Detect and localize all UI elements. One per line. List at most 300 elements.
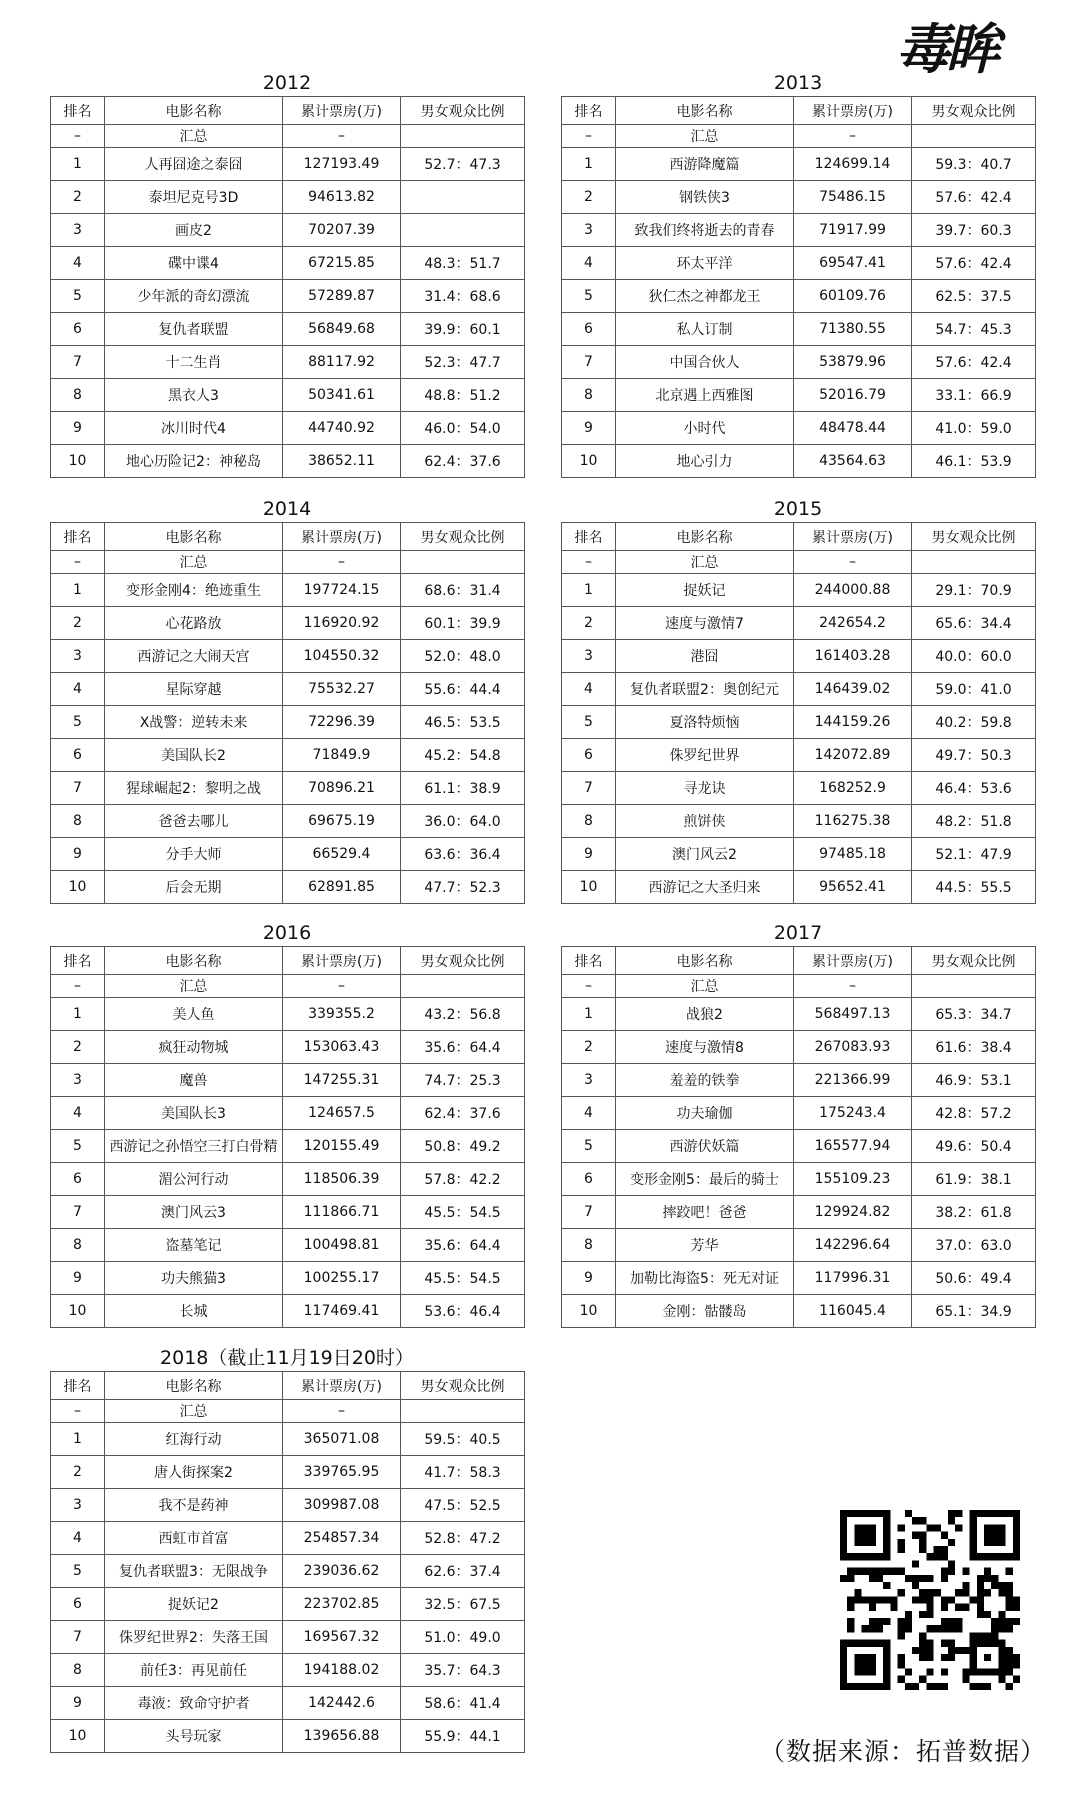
movie-name-cell: 速度与激情8: [616, 1031, 794, 1064]
gender-ratio-cell: 62.6：37.4: [401, 1555, 525, 1588]
table-row: [51, 574, 525, 607]
gender-ratio-cell: 65.3：34.7: [912, 998, 1036, 1031]
gender-ratio-cell: 40.2：59.8: [912, 706, 1036, 739]
gender-ratio-cell: 68.6：31.4: [401, 574, 525, 607]
gender-ratio-cell: 53.6：46.4: [401, 1295, 525, 1328]
rank-cell: 1: [562, 574, 616, 607]
summary-row: [51, 551, 525, 574]
gender-ratio-cell: 35.6：64.4: [401, 1229, 525, 1262]
movie-name-cell: 夏洛特烦恼: [616, 706, 794, 739]
rank-cell: 6: [562, 313, 616, 346]
summary-ratio: [401, 975, 525, 998]
data-source-note: （数据来源：拓普数据）: [760, 1737, 1047, 1766]
table-row: [562, 673, 1036, 706]
year-panel: [50, 72, 524, 478]
year-title: 2016: [262, 922, 312, 944]
movie-name-cell: 头号玩家: [105, 1720, 283, 1753]
rank-cell: 6: [51, 313, 105, 346]
rank-cell: 4: [51, 247, 105, 280]
rank-cell: 1: [562, 998, 616, 1031]
box-office-cell: 70207.39: [283, 214, 401, 247]
rank-cell: 9: [51, 838, 105, 871]
box-office-cell: 118506.39: [283, 1163, 401, 1196]
table-row: [562, 805, 1036, 838]
gender-ratio-cell: 74.7：25.3: [401, 1064, 525, 1097]
table-row: [51, 280, 525, 313]
rank-cell: 5: [51, 706, 105, 739]
box-office-cell: 117469.41: [283, 1295, 401, 1328]
box-office-cell: 88117.92: [283, 346, 401, 379]
movie-name-cell: 少年派的奇幻漂流: [105, 280, 283, 313]
gender-ratio-cell: 50.6：49.4: [912, 1262, 1036, 1295]
rank-cell: 9: [51, 1262, 105, 1295]
box-office-cell: 165577.94: [794, 1130, 912, 1163]
year-title: 2012: [262, 72, 312, 94]
header-name: 电影名称: [105, 947, 283, 975]
summary-row: [562, 975, 1036, 998]
summary-row: [562, 551, 1036, 574]
header-rank: 排名: [51, 97, 105, 125]
rank-cell: 5: [562, 1130, 616, 1163]
movie-name-cell: 盗墓笔记: [105, 1229, 283, 1262]
table-row: [51, 1654, 525, 1687]
table-row: [51, 379, 525, 412]
rank-cell: 2: [562, 181, 616, 214]
movie-name-cell: 钢铁侠3: [616, 181, 794, 214]
movie-name-cell: 复仇者联盟2：奥创纪元: [616, 673, 794, 706]
table-row: [562, 772, 1036, 805]
gender-ratio-cell: 48.8：51.2: [401, 379, 525, 412]
table-row: [562, 1031, 1036, 1064]
movie-name-cell: 西游记之孙悟空三打白骨精: [105, 1130, 283, 1163]
gender-ratio-cell: 55.6：44.4: [401, 673, 525, 706]
rank-cell: 1: [562, 148, 616, 181]
table-row: [562, 1064, 1036, 1097]
rank-cell: 4: [51, 1097, 105, 1130]
movie-name-cell: X战警：逆转未来: [105, 706, 283, 739]
gender-ratio-cell: 52.8：47.2: [401, 1522, 525, 1555]
rank-cell: 7: [562, 346, 616, 379]
gender-ratio-cell: 46.4：53.6: [912, 772, 1036, 805]
summary-rank: –: [562, 975, 616, 998]
table-row: [51, 640, 525, 673]
gender-ratio-cell: 51.0：49.0: [401, 1621, 525, 1654]
header-box: 累计票房(万): [283, 97, 401, 125]
table-row: [51, 1196, 525, 1229]
gender-ratio-cell: 61.9：38.1: [912, 1163, 1036, 1196]
movie-name-cell: 澳门风云2: [616, 838, 794, 871]
table-row: [51, 148, 525, 181]
box-office-cell: 146439.02: [794, 673, 912, 706]
table-row: [51, 607, 525, 640]
gender-ratio-cell: 41.0：59.0: [912, 412, 1036, 445]
gender-ratio-cell: [401, 181, 525, 214]
rank-cell: 2: [51, 181, 105, 214]
summary-name: 汇总: [105, 125, 283, 148]
box-office-cell: 142442.6: [283, 1687, 401, 1720]
table-row: [51, 445, 525, 478]
movie-name-cell: 美国队长2: [105, 739, 283, 772]
rank-cell: 2: [562, 607, 616, 640]
gender-ratio-cell: 44.5：55.5: [912, 871, 1036, 904]
gender-ratio-cell: 57.6：42.4: [912, 346, 1036, 379]
table-row: [51, 805, 525, 838]
box-office-cell: 127193.49: [283, 148, 401, 181]
header-rank: 排名: [51, 1372, 105, 1400]
movie-name-cell: 我不是药神: [105, 1489, 283, 1522]
table-row: [562, 346, 1036, 379]
movie-name-cell: 地心引力: [616, 445, 794, 478]
table-row: [51, 1295, 525, 1328]
gender-ratio-cell: 31.4：68.6: [401, 280, 525, 313]
summary-ratio: [912, 125, 1036, 148]
box-office-cell: 71380.55: [794, 313, 912, 346]
box-office-cell: 365071.08: [283, 1423, 401, 1456]
rank-cell: 3: [51, 1064, 105, 1097]
box-office-cell: 169567.32: [283, 1621, 401, 1654]
rank-cell: 5: [51, 1555, 105, 1588]
rank-cell: 7: [51, 1621, 105, 1654]
gender-ratio-cell: 36.0：64.0: [401, 805, 525, 838]
header-box: 累计票房(万): [283, 1372, 401, 1400]
table-row: [51, 871, 525, 904]
movie-name-cell: 致我们终将逝去的青春: [616, 214, 794, 247]
header-ratio: 男女观众比例: [912, 97, 1036, 125]
movie-name-cell: 芳华: [616, 1229, 794, 1262]
table-row: [51, 998, 525, 1031]
header-name: 电影名称: [616, 523, 794, 551]
summary-row: [562, 125, 1036, 148]
rank-cell: 2: [51, 1031, 105, 1064]
movie-name-cell: 西游伏妖篇: [616, 1130, 794, 1163]
table-row: [562, 706, 1036, 739]
gender-ratio-cell: 62.4：37.6: [401, 1097, 525, 1130]
box-office-cell: 242654.2: [794, 607, 912, 640]
movie-name-cell: 星际穿越: [105, 673, 283, 706]
box-office-cell: 144159.26: [794, 706, 912, 739]
rank-cell: 3: [51, 640, 105, 673]
rank-cell: 9: [562, 838, 616, 871]
box-office-cell: 116920.92: [283, 607, 401, 640]
rank-cell: 3: [562, 214, 616, 247]
header-name: 电影名称: [616, 97, 794, 125]
gender-ratio-cell: 45.2：54.8: [401, 739, 525, 772]
box-office-table: [561, 946, 1036, 1328]
rank-cell: 9: [562, 1262, 616, 1295]
gender-ratio-cell: 35.7：64.3: [401, 1654, 525, 1687]
movie-name-cell: 分手大师: [105, 838, 283, 871]
table-row: [51, 214, 525, 247]
box-office-cell: 139656.88: [283, 1720, 401, 1753]
gender-ratio-cell: 55.9：44.1: [401, 1720, 525, 1753]
summary-rank: –: [51, 975, 105, 998]
header-box: 累计票房(万): [794, 947, 912, 975]
table-row: [51, 1064, 525, 1097]
movie-name-cell: 羞羞的铁拳: [616, 1064, 794, 1097]
movie-name-cell: 澳门风云3: [105, 1196, 283, 1229]
gender-ratio-cell: 62.5：37.5: [912, 280, 1036, 313]
table-row: [562, 379, 1036, 412]
movie-name-cell: 碟中谍4: [105, 247, 283, 280]
year-panel: [50, 922, 524, 1328]
gender-ratio-cell: 47.7：52.3: [401, 871, 525, 904]
table-row: [51, 1456, 525, 1489]
header-box: 累计票房(万): [794, 97, 912, 125]
rank-cell: 1: [51, 574, 105, 607]
gender-ratio-cell: 61.6：38.4: [912, 1031, 1036, 1064]
movie-name-cell: 红海行动: [105, 1423, 283, 1456]
rank-cell: 10: [562, 871, 616, 904]
box-office-cell: 129924.82: [794, 1196, 912, 1229]
gender-ratio-cell: 43.2：56.8: [401, 998, 525, 1031]
rank-cell: 6: [562, 739, 616, 772]
table-row: [51, 313, 525, 346]
year-title: 2017: [773, 922, 823, 944]
header-ratio: 男女观众比例: [401, 523, 525, 551]
table-row: [51, 1687, 525, 1720]
rank-cell: 6: [51, 1163, 105, 1196]
rank-cell: 8: [562, 805, 616, 838]
movie-name-cell: 西游记之大圣归来: [616, 871, 794, 904]
header-name: 电影名称: [616, 947, 794, 975]
summary-name: 汇总: [105, 1400, 283, 1423]
table-row: [562, 1163, 1036, 1196]
gender-ratio-cell: 58.6：41.4: [401, 1687, 525, 1720]
brand-logo-text: 毒眸: [896, 18, 996, 81]
box-office-cell: 71917.99: [794, 214, 912, 247]
table-row: [51, 1097, 525, 1130]
box-office-table: [50, 1371, 525, 1753]
box-office-cell: 50341.61: [283, 379, 401, 412]
rank-cell: 9: [51, 412, 105, 445]
box-office-table: [561, 96, 1036, 478]
movie-name-cell: 加勒比海盗5：死无对证: [616, 1262, 794, 1295]
box-office-cell: 221366.99: [794, 1064, 912, 1097]
box-office-cell: 69547.41: [794, 247, 912, 280]
table-row: [51, 1229, 525, 1262]
header-box: 累计票房(万): [794, 523, 912, 551]
table-header-row: [51, 1372, 525, 1400]
rank-cell: 5: [51, 280, 105, 313]
rank-cell: 3: [562, 640, 616, 673]
table-row: [51, 1588, 525, 1621]
movie-name-cell: 人再囧途之泰囧: [105, 148, 283, 181]
summary-name: 汇总: [105, 551, 283, 574]
header-name: 电影名称: [105, 523, 283, 551]
box-office-cell: 153063.43: [283, 1031, 401, 1064]
table-header-row: [51, 523, 525, 551]
rank-cell: 6: [562, 1163, 616, 1196]
gender-ratio-cell: 46.9：53.1: [912, 1064, 1036, 1097]
header-rank: 排名: [562, 947, 616, 975]
rank-cell: 1: [51, 998, 105, 1031]
header-box: 累计票房(万): [283, 523, 401, 551]
gender-ratio-cell: 61.1：38.9: [401, 772, 525, 805]
box-office-table: [50, 946, 525, 1328]
table-row: [51, 346, 525, 379]
movie-name-cell: 中国合伙人: [616, 346, 794, 379]
box-office-cell: 147255.31: [283, 1064, 401, 1097]
rank-cell: 8: [562, 379, 616, 412]
table-header-row: [51, 97, 525, 125]
rank-cell: 8: [51, 379, 105, 412]
gender-ratio-cell: 35.6：64.4: [401, 1031, 525, 1064]
gender-ratio-cell: 52.0：48.0: [401, 640, 525, 673]
box-office-cell: 168252.9: [794, 772, 912, 805]
year-panel: [561, 72, 1035, 478]
table-row: [562, 1097, 1036, 1130]
movie-name-cell: 美国队长3: [105, 1097, 283, 1130]
gender-ratio-cell: 37.0：63.0: [912, 1229, 1036, 1262]
movie-name-cell: 魔兽: [105, 1064, 283, 1097]
gender-ratio-cell: 59.3：40.7: [912, 148, 1036, 181]
rank-cell: 4: [51, 1522, 105, 1555]
movie-name-cell: 功夫瑜伽: [616, 1097, 794, 1130]
movie-name-cell: 画皮2: [105, 214, 283, 247]
summary-ratio: [401, 1400, 525, 1423]
box-office-cell: 161403.28: [794, 640, 912, 673]
summary-row: [51, 975, 525, 998]
table-header-row: [51, 947, 525, 975]
summary-box: –: [283, 125, 401, 148]
movie-name-cell: 地心历险记2：神秘岛: [105, 445, 283, 478]
gender-ratio-cell: 38.2：61.8: [912, 1196, 1036, 1229]
box-office-cell: 69675.19: [283, 805, 401, 838]
summary-name: 汇总: [616, 125, 794, 148]
rank-cell: 2: [51, 607, 105, 640]
summary-name: 汇总: [105, 975, 283, 998]
gender-ratio-cell: 46.0：54.0: [401, 412, 525, 445]
movie-name-cell: 私人订制: [616, 313, 794, 346]
box-office-cell: 254857.34: [283, 1522, 401, 1555]
movie-name-cell: 北京遇上西雅图: [616, 379, 794, 412]
header-name: 电影名称: [105, 1372, 283, 1400]
header-box: 累计票房(万): [283, 947, 401, 975]
gender-ratio-cell: 65.6：34.4: [912, 607, 1036, 640]
summary-ratio: [912, 551, 1036, 574]
table-row: [562, 181, 1036, 214]
table-row: [51, 739, 525, 772]
rank-cell: 10: [51, 871, 105, 904]
movie-name-cell: 西虹市首富: [105, 1522, 283, 1555]
box-office-cell: 175243.4: [794, 1097, 912, 1130]
summary-name: 汇总: [616, 551, 794, 574]
rank-cell: 9: [562, 412, 616, 445]
box-office-cell: 117996.31: [794, 1262, 912, 1295]
box-office-cell: 194188.02: [283, 1654, 401, 1687]
movie-name-cell: 捉妖记: [616, 574, 794, 607]
box-office-cell: 100255.17: [283, 1262, 401, 1295]
box-office-cell: 116045.4: [794, 1295, 912, 1328]
gender-ratio-cell: 32.5：67.5: [401, 1588, 525, 1621]
gender-ratio-cell: 57.6：42.4: [912, 247, 1036, 280]
table-row: [51, 673, 525, 706]
box-office-table: [561, 522, 1036, 904]
box-office-cell: 111866.71: [283, 1196, 401, 1229]
rank-cell: 7: [51, 1196, 105, 1229]
box-office-table: [50, 522, 525, 904]
table-row: [562, 1196, 1036, 1229]
year-panel: [50, 1347, 524, 1753]
box-office-cell: 197724.15: [283, 574, 401, 607]
table-header-row: [562, 523, 1036, 551]
gender-ratio-cell: 42.8：57.2: [912, 1097, 1036, 1130]
box-office-cell: 66529.4: [283, 838, 401, 871]
movie-name-cell: 爸爸去哪儿: [105, 805, 283, 838]
year-panel: [561, 922, 1035, 1328]
movie-name-cell: 毒液：致命守护者: [105, 1687, 283, 1720]
rank-cell: 4: [562, 673, 616, 706]
rank-cell: 3: [562, 1064, 616, 1097]
table-row: [51, 1489, 525, 1522]
table-row: [51, 1423, 525, 1456]
rank-cell: 10: [51, 1720, 105, 1753]
movie-name-cell: 金刚：骷髅岛: [616, 1295, 794, 1328]
gender-ratio-cell: 39.7：60.3: [912, 214, 1036, 247]
box-office-cell: 267083.93: [794, 1031, 912, 1064]
movie-name-cell: 侏罗纪世界: [616, 739, 794, 772]
table-row: [51, 1555, 525, 1588]
table-row: [51, 412, 525, 445]
rank-cell: 1: [51, 148, 105, 181]
movie-name-cell: 功夫熊猫3: [105, 1262, 283, 1295]
movie-name-cell: 捉妖记2: [105, 1588, 283, 1621]
table-row: [51, 181, 525, 214]
box-office-cell: 568497.13: [794, 998, 912, 1031]
rank-cell: 10: [562, 1295, 616, 1328]
table-row: [562, 1262, 1036, 1295]
rank-cell: 10: [51, 1295, 105, 1328]
year-panel: [50, 498, 524, 904]
rank-cell: 1: [51, 1423, 105, 1456]
table-row: [562, 1295, 1036, 1328]
box-office-cell: 94613.82: [283, 181, 401, 214]
movie-name-cell: 疯狂动物城: [105, 1031, 283, 1064]
table-row: [562, 280, 1036, 313]
gender-ratio-cell: 49.7：50.3: [912, 739, 1036, 772]
box-office-cell: 43564.63: [794, 445, 912, 478]
gender-ratio-cell: 29.1：70.9: [912, 574, 1036, 607]
table-header-row: [562, 947, 1036, 975]
movie-name-cell: 战狼2: [616, 998, 794, 1031]
rank-cell: 8: [562, 1229, 616, 1262]
table-row: [562, 574, 1036, 607]
rank-cell: 8: [51, 805, 105, 838]
rank-cell: 5: [562, 280, 616, 313]
movie-name-cell: 心花路放: [105, 607, 283, 640]
table-row: [562, 148, 1036, 181]
year-title: 2015: [773, 498, 823, 520]
rank-cell: 7: [51, 346, 105, 379]
summary-box: –: [794, 125, 912, 148]
rank-cell: 7: [51, 772, 105, 805]
gender-ratio-cell: 54.7：45.3: [912, 313, 1036, 346]
movie-name-cell: 湄公河行动: [105, 1163, 283, 1196]
table-row: [51, 247, 525, 280]
year-title: 2018（截止11月19日20时）: [160, 1347, 414, 1369]
summary-row: [51, 1400, 525, 1423]
rank-cell: 10: [51, 445, 105, 478]
gender-ratio-cell: 50.8：49.2: [401, 1130, 525, 1163]
table-header-row: [562, 97, 1036, 125]
qr-code: [840, 1510, 1020, 1690]
gender-ratio-cell: 40.0：60.0: [912, 640, 1036, 673]
gender-ratio-cell: 46.5：53.5: [401, 706, 525, 739]
movie-name-cell: 黑衣人3: [105, 379, 283, 412]
movie-name-cell: 西游记之大闹天宫: [105, 640, 283, 673]
summary-rank: –: [562, 125, 616, 148]
header-rank: 排名: [51, 947, 105, 975]
